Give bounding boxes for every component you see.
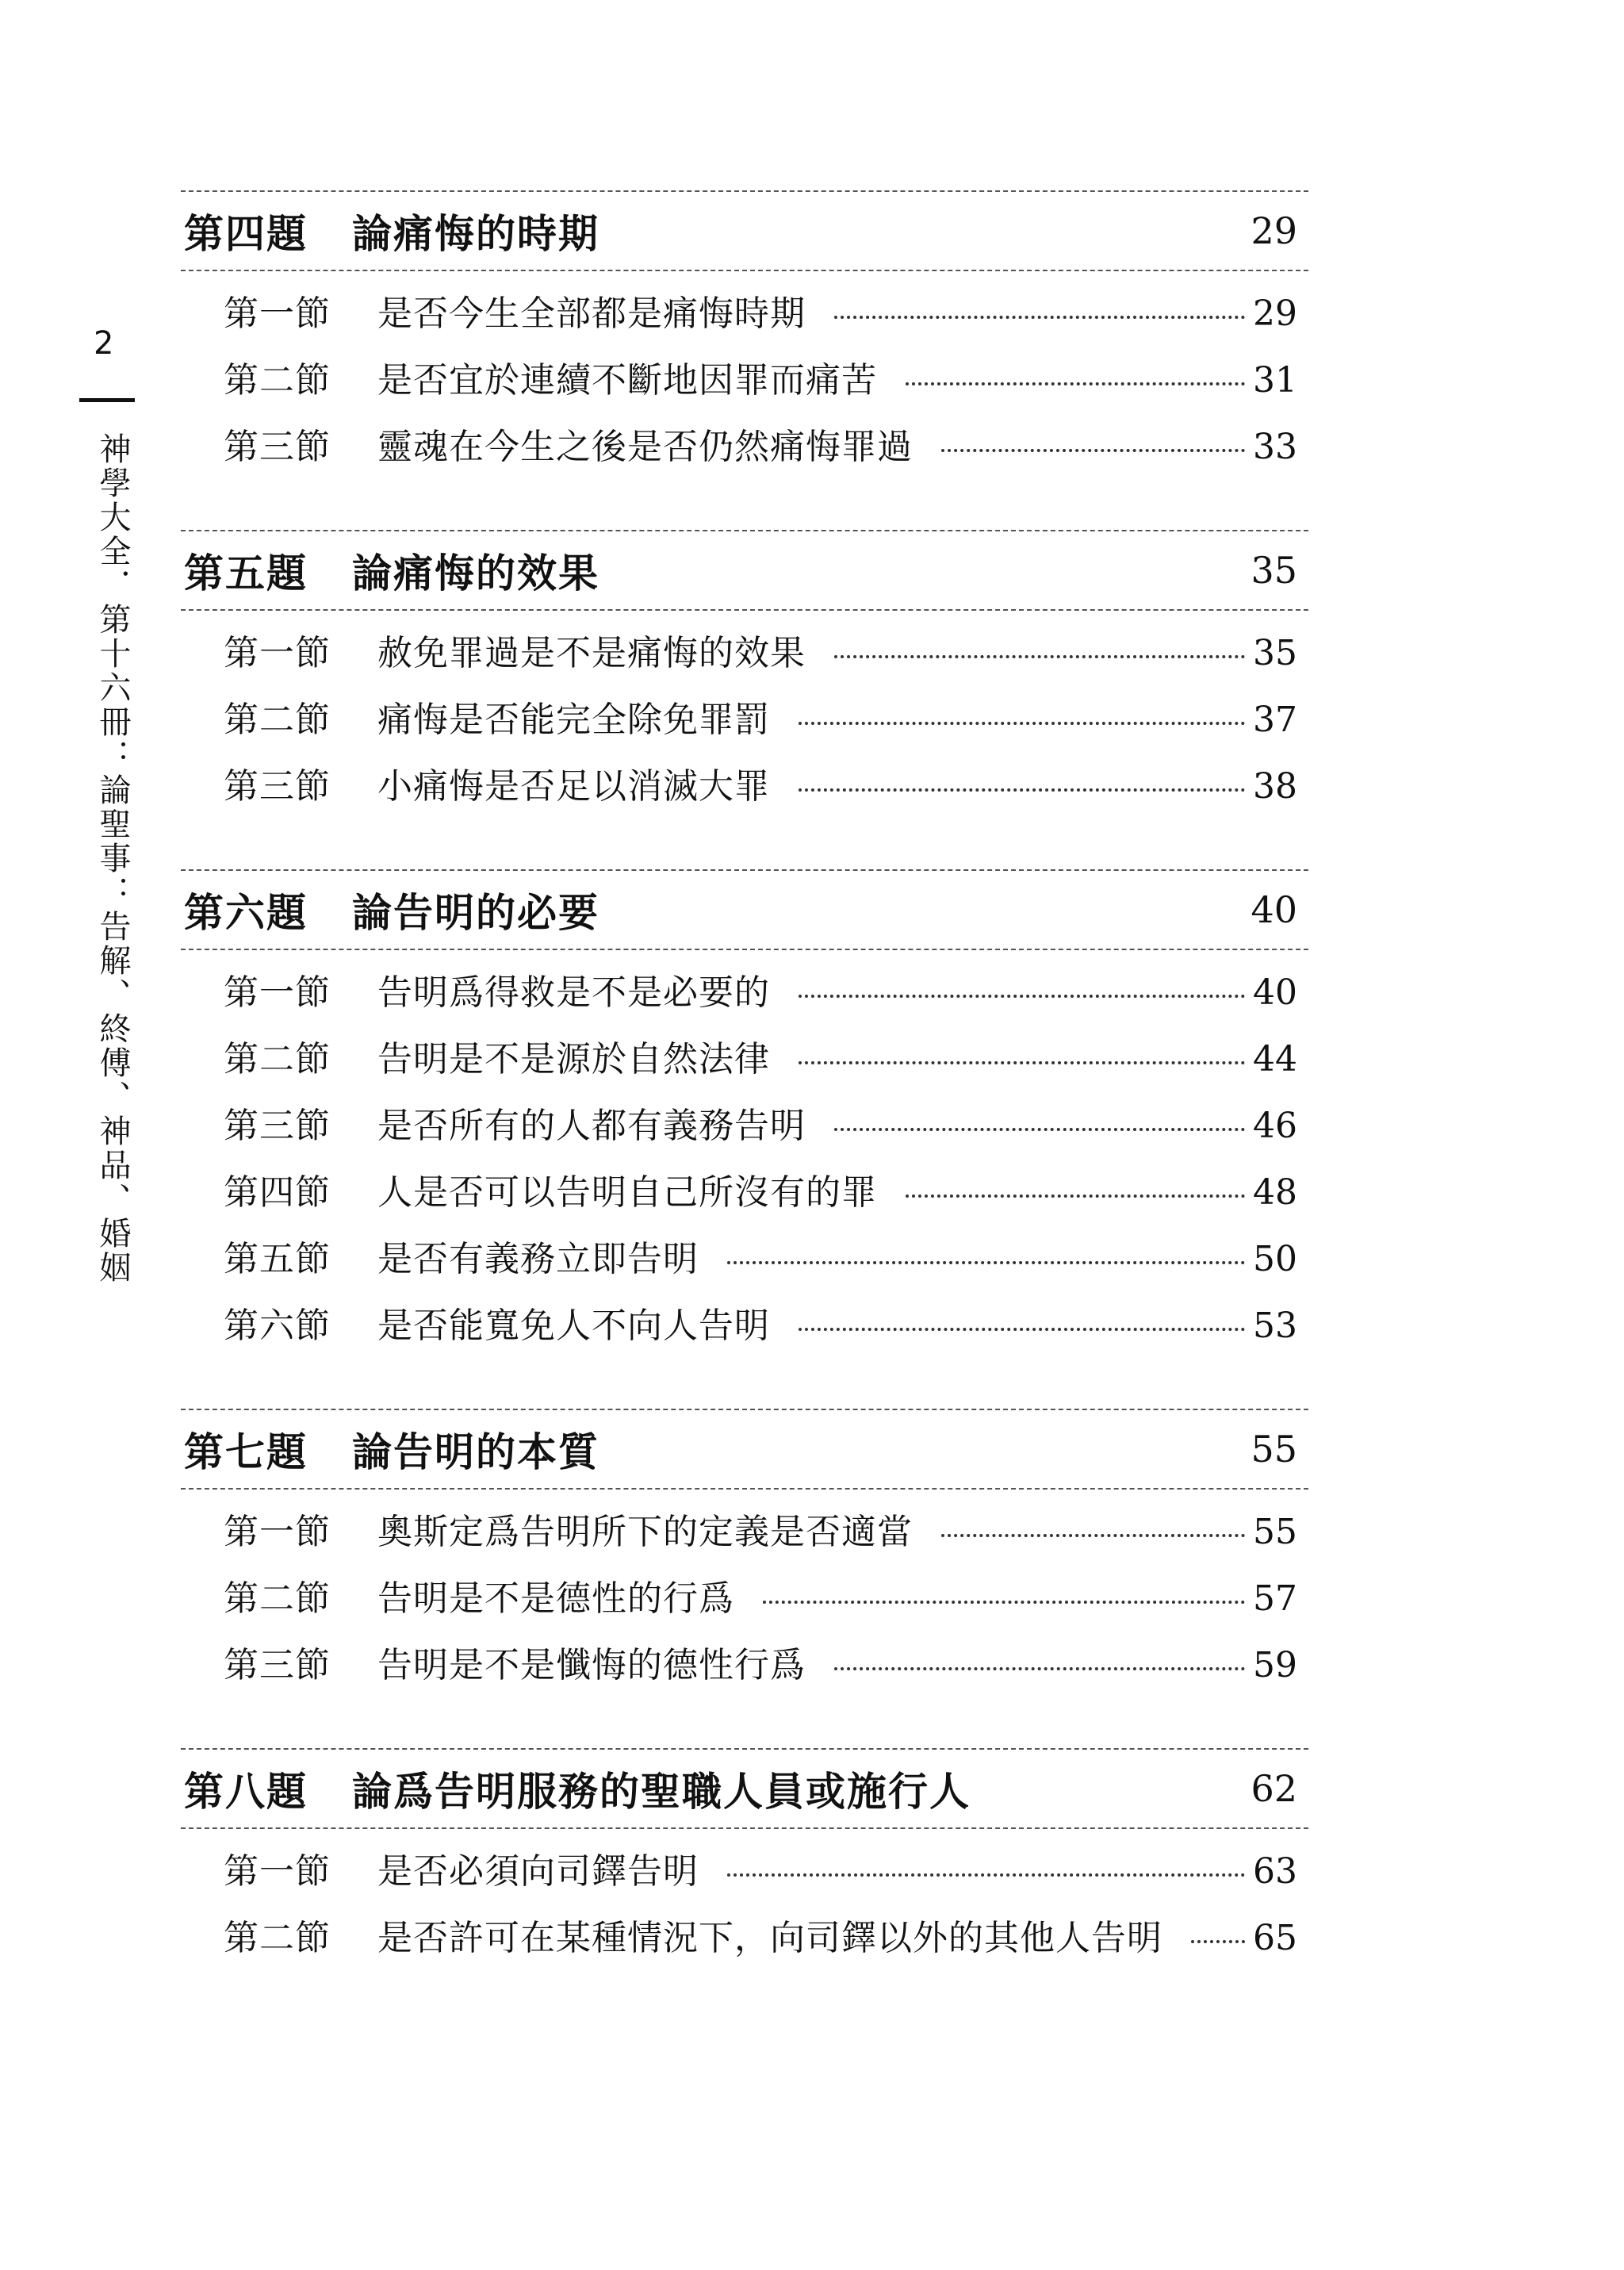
section-page-number: 33 [1253,427,1297,467]
dot-leader [763,1601,1245,1604]
section-number: 第一節 [224,293,331,334]
section-entry [181,1905,1308,1972]
section-number: 第三節 [224,1645,331,1685]
dot-leader [834,655,1245,658]
section-number: 第二節 [224,360,331,401]
topic-page-number: 29 [1251,209,1297,252]
section-entry [181,414,1308,481]
section-entry [181,1566,1308,1632]
section-number: 第五節 [224,1239,331,1279]
section-page-number: 40 [1253,972,1297,1013]
topic-header [181,192,1308,270]
section-number: 第三節 [224,427,331,467]
section-title: 人是否可以告明自己所沒有的罪 [377,1172,877,1213]
section-number: 第六節 [224,1306,331,1346]
section-entry [181,1093,1308,1160]
dot-leader [834,316,1245,319]
section-list [181,1490,1308,1699]
section-page-number: 31 [1253,360,1297,401]
section-number: 第三節 [224,766,331,807]
section-page-number: 38 [1253,766,1297,807]
topic-block [181,190,1308,481]
topic-title [184,542,599,599]
section-entry [181,1839,1308,1905]
section-title: 是否必須向司鐸告明 [377,1851,699,1892]
topic-number: 第五題 [184,550,308,596]
topic-block [181,1409,1308,1699]
section-number: 第四節 [224,1172,331,1213]
dot-leader [727,1873,1245,1877]
section-list [181,950,1308,1359]
dot-leader [834,1128,1245,1131]
section-page-number: 37 [1253,700,1297,740]
section-title: 是否宜於連續不斷地因罪而痛苦 [377,360,877,401]
section-page-number: 57 [1253,1578,1297,1619]
topic-number: 第六題 [184,889,308,936]
section-entry [181,960,1308,1026]
section-page-number: 48 [1253,1172,1297,1213]
section-title: 是否所有的人都有義務告明 [377,1106,806,1146]
running-head: 神學大全．第十六冊：論聖事：告解、終傅、神品、婚姻 [94,432,131,1285]
section-title: 告明是不是源於自然法律 [377,1039,770,1079]
section-page-number: 55 [1253,1512,1297,1552]
side-rule [79,398,135,402]
section-entry [181,753,1308,820]
section-title: 靈魂在今生之後是否仍然痛悔罪過 [377,427,913,467]
topic-number: 第八題 [184,1768,308,1815]
topic-number: 第四題 [184,210,308,257]
topic-name: 論告明的必要 [352,889,599,936]
topic-block [181,530,1308,820]
section-title: 小痛悔是否足以消滅大罪 [377,766,770,807]
section-number: 第一節 [224,1512,331,1552]
section-title: 赦免罪過是不是痛悔的效果 [377,633,806,673]
section-title: 告明是不是懺悔的德性行爲 [377,1645,806,1685]
section-entry [181,1293,1308,1359]
section-title: 是否今生全部都是痛悔時期 [377,293,806,334]
section-number: 第二節 [224,700,331,740]
section-page-number: 46 [1253,1106,1297,1146]
dot-leader [799,1328,1245,1331]
section-list [181,271,1308,481]
section-title: 是否能寬免人不向人告明 [377,1306,770,1346]
topic-header [181,871,1308,949]
table-of-contents [181,190,1308,2021]
section-title: 告明爲得救是不是必要的 [377,972,770,1013]
dot-leader [834,1667,1245,1670]
section-number: 第一節 [224,1851,331,1892]
section-number: 第一節 [224,972,331,1013]
topic-name: 論告明的本質 [352,1428,599,1475]
section-title: 奧斯定爲告明所下的定義是否適當 [377,1512,913,1552]
topic-header [181,1410,1308,1488]
section-page-number: 59 [1253,1645,1297,1685]
topic-name: 論爲告明服務的聖職人員或施行人 [352,1768,971,1815]
dot-leader [906,382,1245,385]
dot-leader [799,788,1245,792]
section-number: 第三節 [224,1106,331,1146]
dot-leader [1191,1940,1245,1943]
section-number: 第二節 [224,1578,331,1619]
topic-page-number: 40 [1251,888,1297,931]
topic-name: 論痛悔的時期 [352,210,599,257]
section-entry [181,1160,1308,1226]
topic-title [184,881,599,938]
dot-leader [727,1261,1245,1264]
topic-header [181,531,1308,609]
dot-leader [799,1061,1245,1064]
dot-leader [906,1194,1245,1198]
topic-page-number: 62 [1251,1767,1297,1810]
section-list [181,1829,1308,1972]
section-entry [181,1632,1308,1699]
topic-page-number: 35 [1251,549,1297,592]
topic-title [184,1760,971,1817]
section-list [181,611,1308,820]
page-number: 2 [94,325,114,362]
dot-leader [941,1534,1245,1537]
topic-number: 第七題 [184,1428,308,1475]
section-title: 痛悔是否能完全除免罪罰 [377,700,770,740]
dot-leader [799,995,1245,998]
section-page-number: 50 [1253,1239,1297,1279]
section-page-number: 53 [1253,1306,1297,1346]
section-number: 第二節 [224,1918,331,1958]
section-page-number: 44 [1253,1039,1297,1079]
topic-block [181,1748,1308,1972]
topic-header [181,1750,1308,1827]
section-number: 第二節 [224,1039,331,1079]
section-entry [181,281,1308,347]
topic-name: 論痛悔的效果 [352,550,599,596]
section-title: 告明是不是德性的行爲 [377,1578,734,1619]
section-page-number: 65 [1253,1918,1297,1958]
section-entry [181,1026,1308,1093]
topic-title [184,202,599,259]
section-page-number: 35 [1253,633,1297,673]
dot-leader [799,722,1245,725]
topic-block [181,869,1308,1359]
section-entry [181,687,1308,753]
section-entry [181,620,1308,687]
section-page-number: 63 [1253,1851,1297,1892]
topic-page-number: 55 [1251,1428,1297,1471]
section-entry [181,347,1308,414]
section-title: 是否許可在某種情況下，向司鐸以外的其他人告明 [377,1918,1162,1958]
section-number: 第一節 [224,633,331,673]
section-entry [181,1499,1308,1566]
section-title: 是否有義務立即告明 [377,1239,699,1279]
section-page-number: 29 [1253,293,1297,334]
dot-leader [941,449,1245,452]
section-entry [181,1226,1308,1293]
topic-title [184,1421,599,1478]
